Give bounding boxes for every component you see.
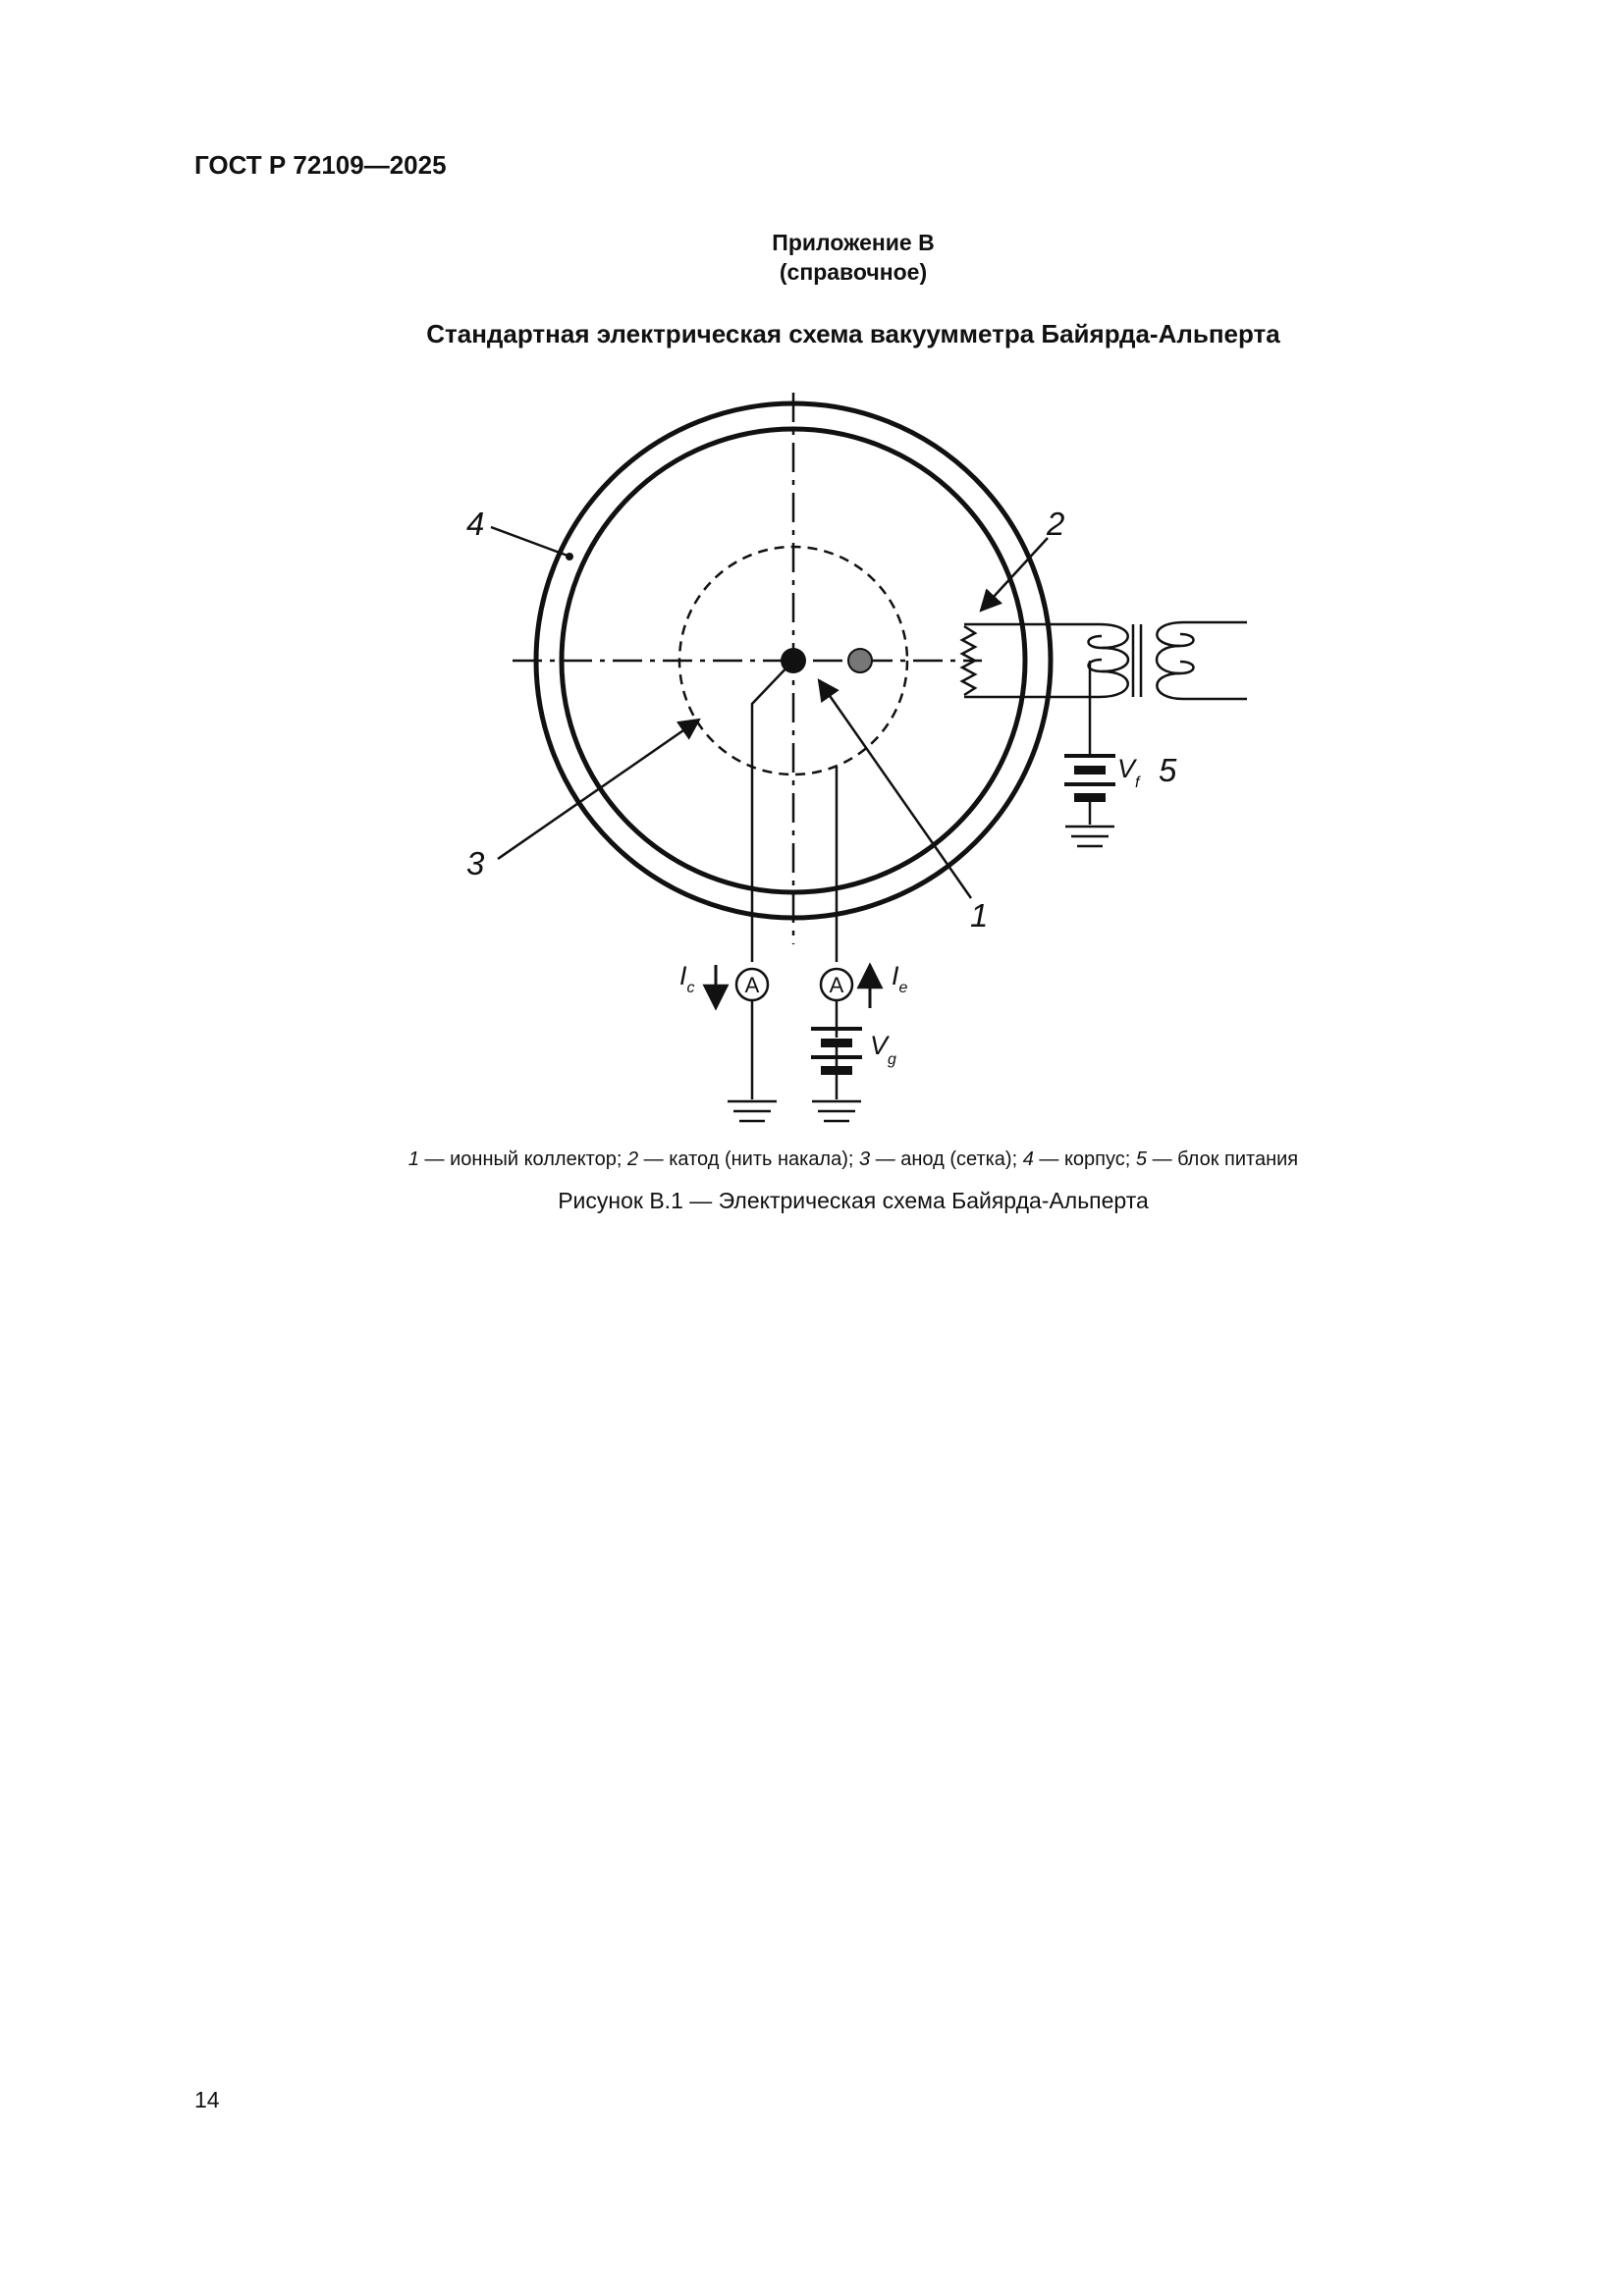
vg-symbol: $V_g$ <box>870 1031 896 1068</box>
transformer-primary-coil <box>1089 624 1129 697</box>
callout-3: 3 <box>466 845 485 881</box>
figure-legend <box>0 1148 1624 1171</box>
callout-4: 4 <box>466 506 485 542</box>
legend-text-4: — корпус; <box>1033 1148 1136 1170</box>
callout-2: 2 <box>1047 506 1065 542</box>
document-header: ГОСТ Р 72109—2025 <box>194 150 447 180</box>
transformer-core <box>1133 624 1141 697</box>
callout-3-leader <box>498 720 699 859</box>
legend-num-2: 2 <box>626 1148 639 1170</box>
ie-symbol: $I_e$ <box>892 961 908 996</box>
ic-symbol: $I_c$ <box>679 961 695 996</box>
section-title: Стандартная электрическая схема вакуумметра Байярда-Альперта <box>426 319 1280 348</box>
emission-ammeter-label: A <box>829 973 844 997</box>
callout-4-leader <box>491 527 568 556</box>
transformer-secondary-coil <box>1157 622 1247 699</box>
vf-battery-icon <box>1064 754 1115 802</box>
legend-num-1: 1 <box>407 1148 419 1170</box>
legend-text-1: — ионный коллектор; <box>418 1148 627 1170</box>
page-number: 14 <box>194 2087 220 2112</box>
legend-num-4: 4 <box>1022 1148 1034 1170</box>
appendix-title-line2: (справочное) <box>779 259 928 285</box>
filament-ground-icon <box>1065 827 1114 846</box>
callout-4-dot <box>566 553 573 561</box>
grid-ground-icon <box>812 1101 861 1121</box>
callout-1: 1 <box>970 897 989 934</box>
appendix-title-line1: Приложение В <box>772 230 935 255</box>
vf-symbol: $V_f$ <box>1117 754 1140 791</box>
collector-ammeter-label: A <box>744 973 760 997</box>
legend-text-3: — анод (сетка); <box>870 1148 1023 1170</box>
legend-text-5: — блок питания <box>1147 1148 1299 1170</box>
collector-cross-section <box>848 649 872 672</box>
callout-5: 5 <box>1159 752 1177 788</box>
legend-num-5: 5 <box>1135 1148 1148 1170</box>
legend-num-3: 3 <box>859 1148 871 1170</box>
legend-text-2: — катод (нить накала); <box>638 1148 860 1170</box>
figure-caption: Рисунок В.1 — Электрическая схема Байярда-Альперта <box>558 1188 1149 1213</box>
collector-ground-icon <box>728 1101 777 1121</box>
